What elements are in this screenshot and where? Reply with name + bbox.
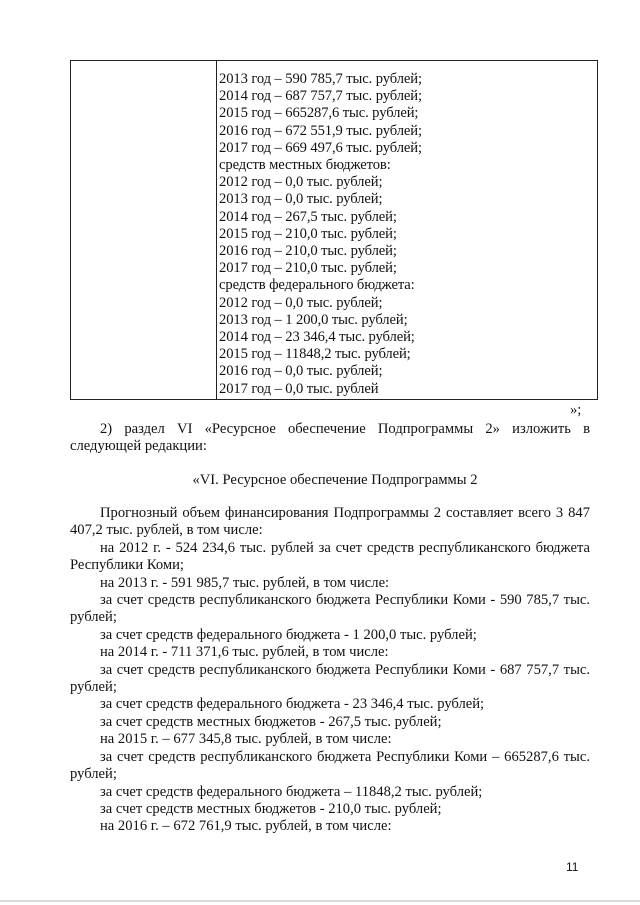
- section-paragraph: за счет средств местных бюджетов - 267,5 тыс. рублей;: [100, 713, 442, 730]
- table-line: 2017 год – 669 497,6 тыс. рублей;: [219, 139, 422, 156]
- table-column-divider: [216, 61, 217, 399]
- table-line: 2012 год – 0,0 тыс. рублей;: [219, 174, 383, 191]
- table-line: 2016 год – 210,0 тыс. рублей;: [219, 243, 397, 260]
- page-number: 11: [566, 860, 579, 874]
- section-body: [70, 505, 590, 836]
- bottom-edge: [0, 900, 640, 902]
- section-paragraph: за счет средств местных бюджетов - 210,0 тыс. рублей;: [100, 800, 442, 817]
- section-paragraph: на 2015 г. – 677 345,8 тыс. рублей, в том числе:: [100, 731, 392, 748]
- table-line: 2012 год – 0,0 тыс. рублей;: [219, 294, 383, 311]
- section-paragraph: на 2013 г. - 591 985,7 тыс. рублей, в том числе:: [100, 574, 390, 591]
- section-paragraph: на 2016 г. – 672 761,9 тыс. рублей, в том числе:: [100, 818, 392, 835]
- table-closing-quote: »;: [570, 402, 582, 418]
- intro-paragraph: [70, 421, 590, 456]
- table-line: 2014 год – 687 757,7 тыс. рублей;: [219, 88, 422, 105]
- intro-text: 2) раздел VI «Ресурсное обеспечение Подпрограммы 2» изложить в следующей редакции:: [70, 421, 590, 455]
- table-line: средств местных бюджетов:: [219, 157, 391, 174]
- section-paragraph: за счет средств республиканского бюджета Республики Коми - 687 757,7 тыс. рублей;: [70, 661, 590, 696]
- table-line: 2013 год – 1 200,0 тыс. рублей;: [219, 311, 408, 328]
- section-paragraph: за счет средств федерального бюджета - 1 200,0 тыс. рублей;: [100, 626, 477, 643]
- table-line: 2015 год – 11848,2 тыс. рублей;: [219, 346, 411, 363]
- table-line: 2015 год – 210,0 тыс. рублей;: [219, 225, 397, 242]
- table-line: 2015 год – 665287,6 тыс. рублей;: [219, 105, 419, 122]
- section-paragraph: за счет средств республиканского бюджета Республики Коми - 590 785,7 тыс. рублей;: [70, 592, 590, 626]
- section-heading: «VI. Ресурсное обеспечение Подпрограммы 2: [192, 472, 478, 488]
- table-right-cell: [219, 71, 593, 398]
- section-paragraph: за счет средств республиканского бюджета Республики Коми – 665287,6 тыс. рублей;: [70, 748, 590, 783]
- section-paragraph: Прогнозный объем финансирования Подпрограммы 2 составляет всего 3 847 407,2 тыс. рублей, в том числе:: [70, 505, 590, 539]
- section-paragraph: на 2014 г. - 711 371,6 тыс. рублей, в том числе:: [100, 644, 389, 661]
- section-paragraph: за счет средств федерального бюджета – 11848,2 тыс. рублей;: [100, 783, 483, 800]
- table-left-cell: [71, 61, 216, 399]
- table-line: 2016 год – 0,0 тыс. рублей;: [219, 363, 383, 380]
- section-paragraph: за счет средств федерального бюджета - 23 346,4 тыс. рублей;: [100, 696, 485, 713]
- table-line: 2016 год – 672 551,9 тыс. рублей;: [219, 122, 422, 139]
- table-line: 2014 год – 267,5 тыс. рублей;: [219, 208, 397, 225]
- table-line: 2017 год – 0,0 тыс. рублей: [219, 380, 379, 397]
- section-paragraph: на 2012 г. - 524 234,6 тыс. рублей за счет средств республиканского бюджета Республики Коми;: [70, 539, 590, 574]
- table-line: 2017 год – 210,0 тыс. рублей;: [219, 260, 397, 277]
- table-line: 2014 год – 23 346,4 тыс. рублей;: [219, 329, 415, 346]
- table-line: средств федерального бюджета:: [219, 277, 415, 294]
- table-line: 2013 год – 590 785,7 тыс. рублей;: [219, 71, 422, 87]
- table-line: 2013 год – 0,0 тыс. рублей;: [219, 191, 383, 208]
- funding-table: [70, 60, 598, 400]
